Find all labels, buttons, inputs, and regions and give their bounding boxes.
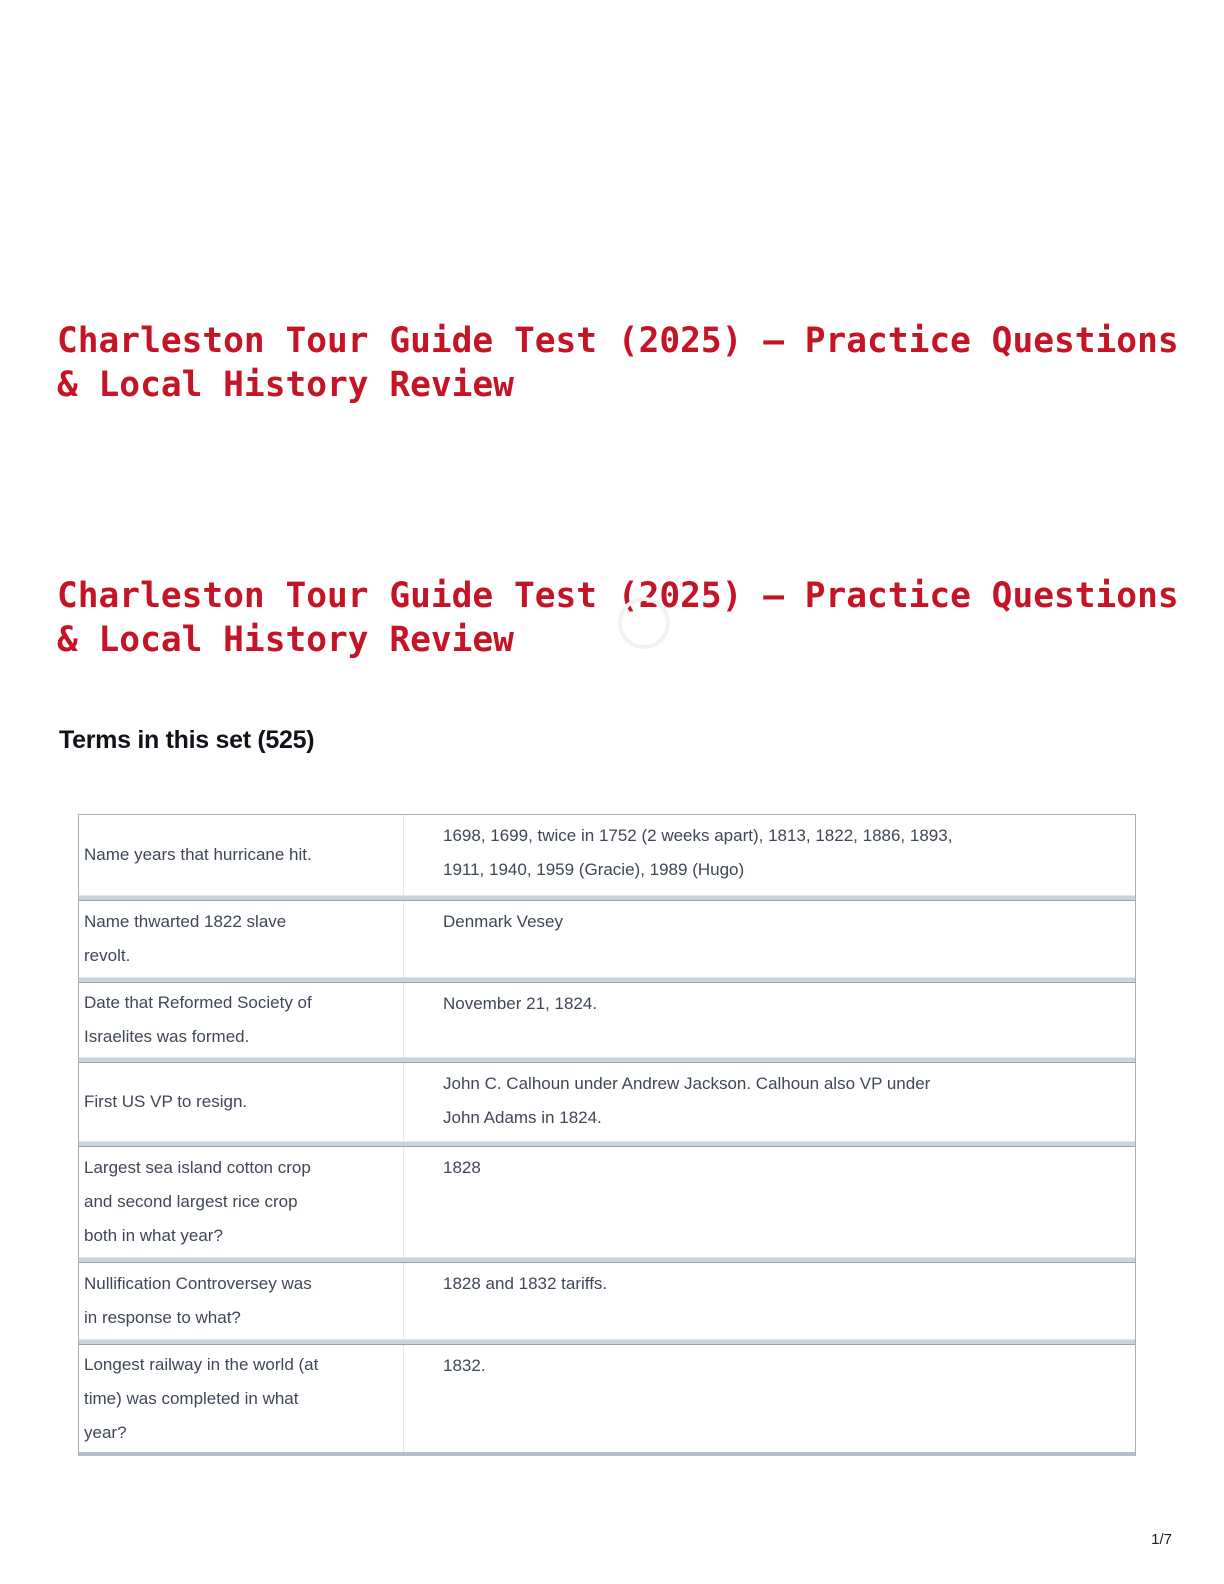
term-text: Name thwarted 1822 slave revolt.: [84, 912, 287, 965]
definition-cell: [404, 815, 1135, 895]
term-text: Longest railway in the world (at time) was completed in what year?: [84, 1354, 319, 1442]
table-row: [79, 815, 1135, 895]
definition-cell: [404, 1063, 1135, 1141]
table-row: [79, 1063, 1135, 1141]
term-text: First US VP to resign.: [84, 1092, 248, 1111]
definition-text: November 21, 1824.: [443, 994, 598, 1013]
table-row: [79, 1345, 1135, 1452]
term-text: Largest sea island cotton crop and second largest rice crop both in what year?: [84, 1158, 311, 1245]
definition-text: Denmark Vesey: [443, 912, 563, 931]
page-number: 1/7: [1151, 1531, 1172, 1548]
definition-cell: [404, 901, 1135, 977]
term-cell: [79, 815, 404, 895]
term-cell: [79, 1345, 404, 1452]
definition-text: 1832.: [443, 1356, 486, 1375]
definition-text: John C. Calhoun under Andrew Jackson. Calhoun also VP under John Adams in 1824.: [443, 1074, 931, 1127]
term-text: Date that Reformed Society of Israelites was formed.: [84, 993, 312, 1046]
table-row: [79, 983, 1135, 1057]
definition-cell: [404, 1263, 1135, 1339]
term-text: Name years that hurricane hit.: [84, 845, 312, 864]
ghost-circle-decoration: [618, 597, 670, 649]
definition-cell: [404, 1345, 1135, 1452]
table-row: [79, 1263, 1135, 1339]
definition-cell: [404, 983, 1135, 1057]
term-cell: [79, 983, 404, 1057]
table-row: [79, 1147, 1135, 1257]
definition-text: 1828 and 1832 tariffs.: [443, 1274, 608, 1293]
document-title-repeat: Charleston Tour Guide Test (2025) – Practice Questions & Local History Review: [57, 576, 1200, 660]
table-row: [79, 901, 1135, 977]
terms-table: [78, 814, 1136, 1456]
term-cell: [79, 1263, 404, 1339]
definition-text: 1698, 1699, twice in 1752 (2 weeks apart), 1813, 1822, 1886, 1893, 1911, 1940, 1959 (Gracie), 1989 (Hugo): [443, 826, 953, 879]
terms-section-heading: Terms in this set (525): [59, 726, 315, 754]
term-cell: [79, 1063, 404, 1141]
term-cell: [79, 1147, 404, 1257]
term-cell: [79, 901, 404, 977]
definition-cell: [404, 1147, 1135, 1257]
definition-text: 1828: [443, 1158, 481, 1177]
document-title: Charleston Tour Guide Test (2025) – Practice Questions & Local History Review: [57, 321, 1200, 405]
term-text: Nullification Controversey was in response to what?: [84, 1274, 312, 1327]
